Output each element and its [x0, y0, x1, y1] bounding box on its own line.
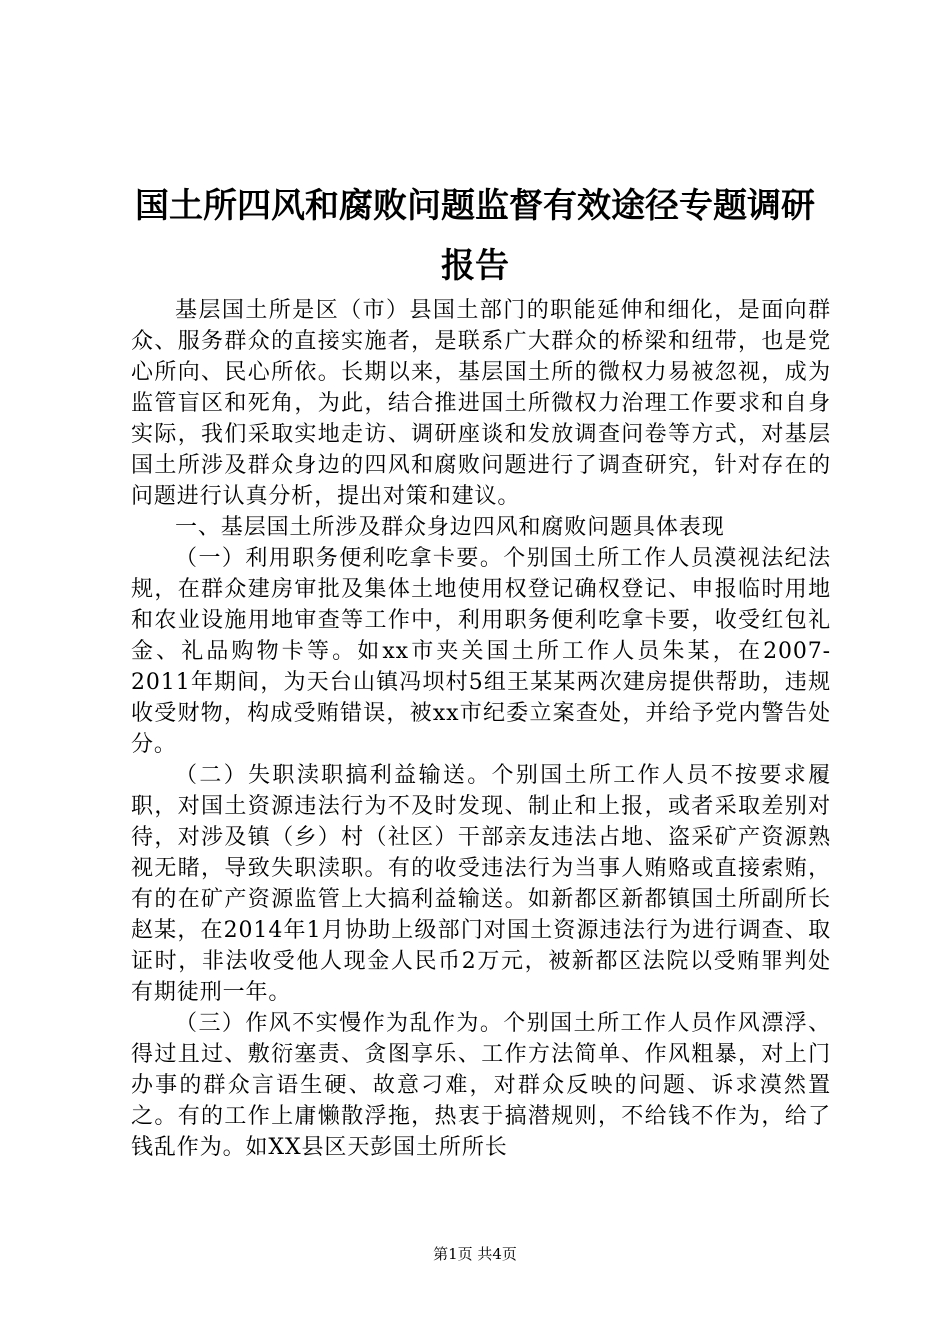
section-heading: 一、基层国土所涉及群众身边四风和腐败问题具体表现	[175, 515, 725, 540]
subsection-paragraph-3: （三）作风不实慢作为乱作为。个别国土所工作人员作风漂浮、得过且过、敷衍塞责、贪图享乐、工作方法简单、作风粗暴，对上门办事的群众言语生硬、故意刁难，对群众反映的问题、诉求漠然置之。有的工作上庸懒散浮拖，热衷于搞潜规则，不给钱不作为，给了钱乱作为。如XX县区天彭国土所所长	[131, 1011, 831, 1160]
document-title-line-2: 报告	[441, 246, 509, 286]
subsection-paragraph-2: （二）失职渎职搞利益输送。个别国土所工作人员不按要求履职，对国土资源违法行为不及时发现、制止和上报，或者采取差别对待，对涉及镇（乡）村（社区）干部亲友违法占地、盗采矿产资源熟视无睹，导致失职渎职。有的收受违法行为当事人贿赂或直接索贿，有的在矿产资源监管上大搞利益输送。如新都区新都镇国土所副所长赵某，在2014年1月协助上级部门对国土资源违法行为进行调查、取证时，非法收受他人现金人民币2万元，被新都区法院以受贿罪判处有期徒刑一年。	[131, 763, 831, 1005]
document-title-line-1: 国土所四风和腐败问题监督有效途径专题调研	[135, 186, 815, 226]
document-body	[131, 295, 831, 1163]
subsection-paragraph-1: （一）利用职务便利吃拿卡要。个别国土所工作人员漠视法纪法规，在群众建房审批及集体土地使用权登记确权登记、申报临时用地和农业设施用地审查等工作中，利用职务便利吃拿卡要，收受红包礼金、礼品购物卡等。如xx市夹关国土所工作人员朱某，在2007-2011年期间，为天台山镇冯坝村5组王某某两次建房提供帮助，违规收受财物，构成受贿错误，被xx市纪委立案查处，并给予党内警告处分。	[131, 546, 831, 757]
intro-paragraph: 基层国土所是区（市）县国土部门的职能延伸和细化，是面向群众、服务群众的直接实施者，是联系广大群众的桥梁和纽带，也是党心所向、民心所依。长期以来，基层国土所的微权力易被忽视，成为监管盲区和死角，为此，结合推进国土所微权力治理工作要求和自身实际，我们采取实地走访、调研座谈和发放调查问卷等方式，对基层国土所涉及群众身边的四风和腐败问题进行了调查研究，针对存在的问题进行认真分析，提出对策和建议。	[131, 298, 831, 509]
page-number-footer: 第1页 共4页	[433, 1245, 517, 1263]
